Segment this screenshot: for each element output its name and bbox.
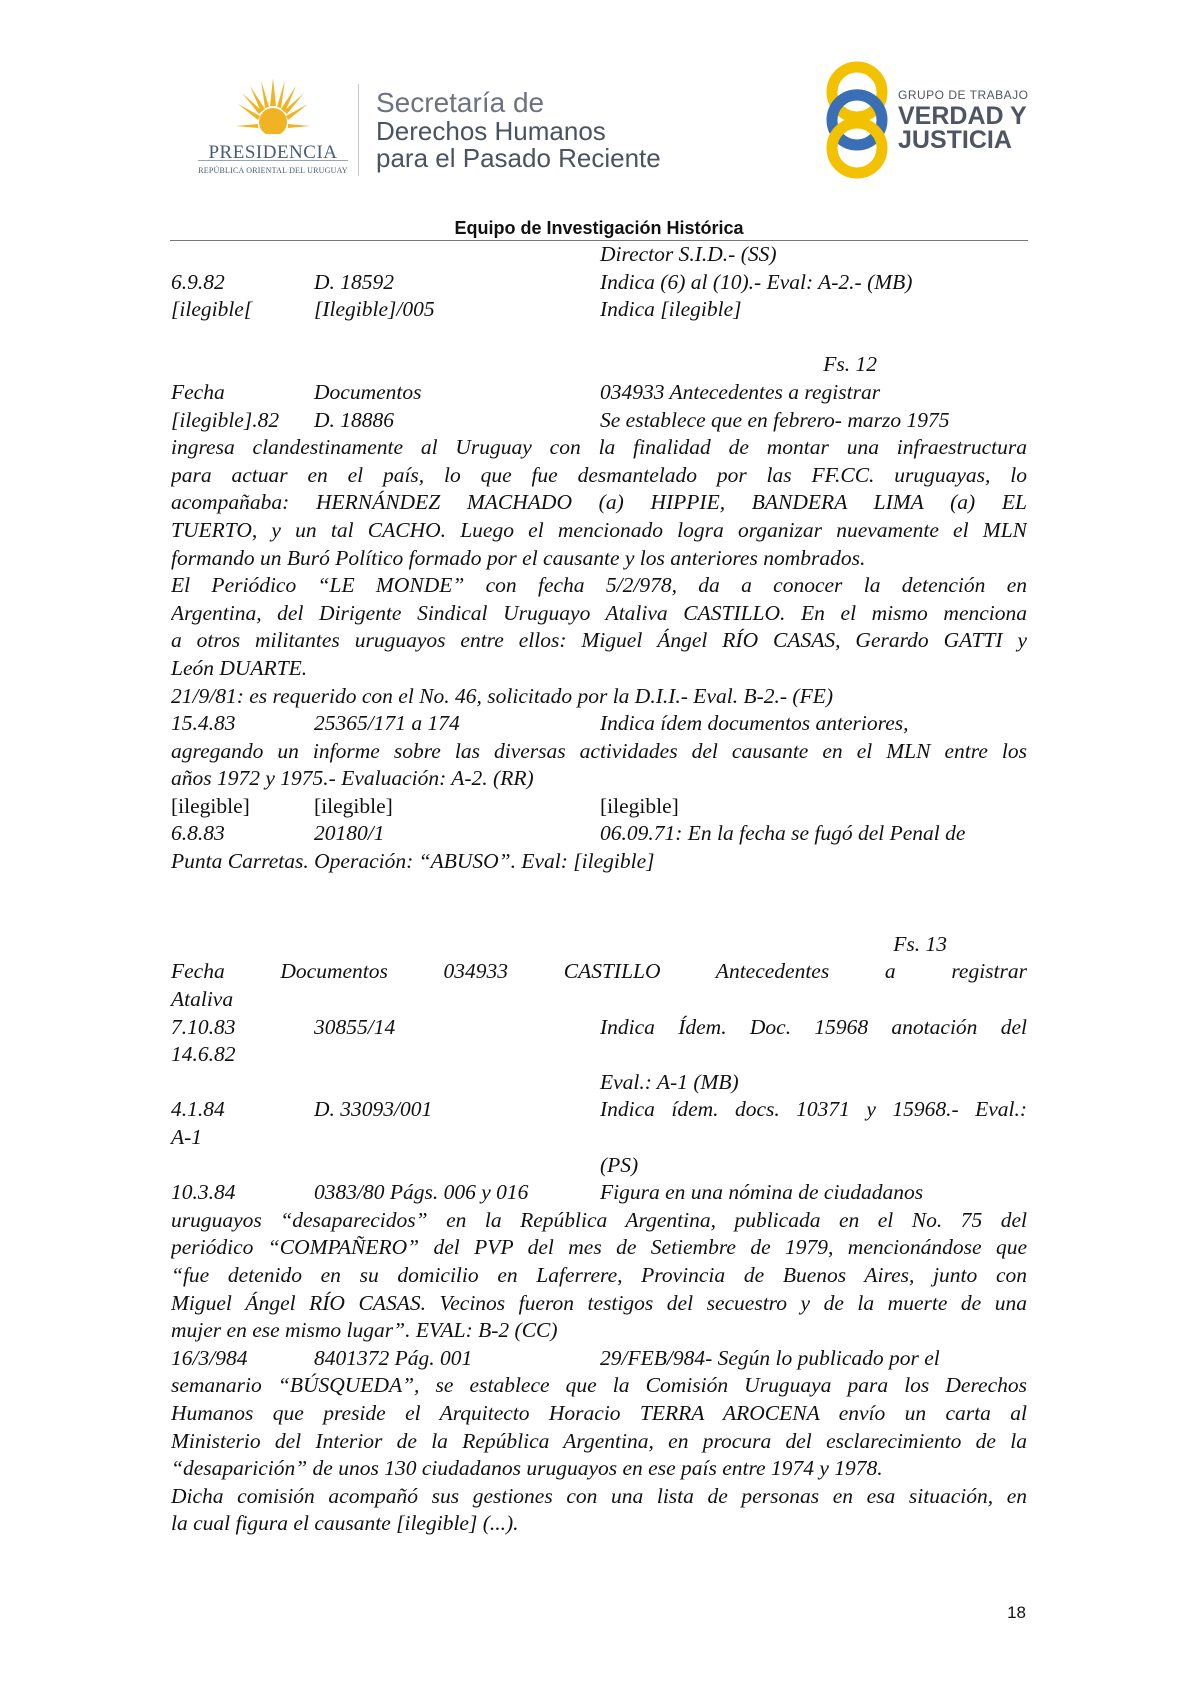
- date-cell: 4.1.84: [171, 1097, 225, 1122]
- date-cell: 7.10.83: [171, 1014, 236, 1039]
- document-cell: D. 33093/001: [314, 1097, 433, 1122]
- record-row: [171, 820, 1027, 848]
- record-row: [171, 710, 1027, 738]
- secretaria-line-2: Derechos Humanos: [376, 116, 606, 146]
- text-line: Argentina, del Dirigente Sindical Uruguayo Ataliva CASTILLO. En el mismo menciona: [171, 600, 1027, 625]
- text-line: Ministerio del Interior de la República Argentina, en procura del esclarecimiento de la: [171, 1428, 1027, 1453]
- date-cell: [ilegible].82: [171, 407, 280, 432]
- document-header: [0, 0, 1190, 240]
- text-line: “fue detenido en su domicilio en Laferrere, Provincia de Buenos Aires, junto con: [171, 1262, 1027, 1287]
- date-cell: 15.4.83: [171, 711, 236, 736]
- description-cell: 29/FEB/984- Según lo publicado por el: [600, 1345, 940, 1370]
- text-line: mujer en ese mismo lugar”. EVAL: B-2 (CC): [171, 1318, 558, 1343]
- page-number: 18: [1007, 1603, 1026, 1622]
- record-row: [171, 931, 1027, 959]
- text-line: Punta Carretas. Operación: “ABUSO”. Eval: [ilegible]: [171, 849, 655, 874]
- record-row: [171, 793, 1027, 821]
- document-cell: 30855/14: [314, 1014, 396, 1039]
- folio-label: Fs. 12: [823, 352, 877, 377]
- text-line: semanario “BÚSQUEDA”, se establece que la Comisión Uruguaya para los Derechos: [171, 1373, 1027, 1398]
- description-cell: [ilegible]: [600, 793, 679, 818]
- blank-line: [171, 876, 1027, 904]
- record-row: [171, 1096, 1027, 1124]
- document-cell: [ilegible]: [314, 793, 393, 818]
- description-cell: 06.09.71: En la fecha se fugó del Penal de: [600, 821, 966, 846]
- text-line: a otros militantes uruguayos entre ellos: Miguel Ángel RÍO CASAS, Gerardo GATTI y: [171, 628, 1027, 653]
- record-row: [171, 407, 1027, 435]
- text-line: 14.6.82: [171, 1042, 236, 1067]
- document-body: [171, 241, 1027, 1538]
- text-line: Ataliva: [171, 987, 234, 1012]
- record-row: [171, 241, 1027, 269]
- document-cell: [Ilegible]/005: [314, 297, 435, 322]
- description-cell: Indica Ídem. Doc. 15968 anotación del: [600, 1014, 1027, 1039]
- logo-divider: [358, 84, 359, 176]
- record-row: [171, 1179, 1027, 1207]
- date-cell: [ilegible[: [171, 297, 253, 322]
- team-title: Equipo de Investigación Histórica: [454, 218, 744, 238]
- date-cell: [ilegible]: [171, 793, 250, 818]
- text-line: años 1972 y 1975.- Evaluación: A-2. (RR): [171, 766, 534, 791]
- text-line: para actuar en el país, lo que fue desmantelado por las FF.CC. uruguayas, lo: [171, 462, 1027, 487]
- text-line: Fecha Documentos 034933 CASTILLO Antecedentes a registrar: [171, 959, 1027, 984]
- text-line: uruguayos “desaparecidos” en la República Argentina, publicada en el No. 75 del: [171, 1207, 1027, 1232]
- text-line: acompañaba: HERNÁNDEZ MACHADO (a) HIPPIE, BANDERA LIMA (a) EL: [171, 490, 1027, 515]
- text-line: agregando un informe sobre las diversas actividades del causante en el MLN entre los: [171, 738, 1027, 763]
- blank-line: [171, 324, 1027, 352]
- grupo-trabajo-line-2: JUSTICIA: [898, 126, 1012, 154]
- secretaria-logo-text: [376, 88, 661, 172]
- text-line: “desaparición” de unos 130 ciudadanos uruguayos en ese país entre 1974 y 1978.: [171, 1456, 883, 1481]
- text-line: Miguel Ángel RÍO CASAS. Vecinos fueron testigos del secuestro y de la muerte de una: [171, 1290, 1027, 1315]
- sun-of-may-icon: [236, 78, 310, 142]
- date-cell: 6.9.82: [171, 269, 225, 294]
- date-cell: 16/3/984: [171, 1345, 248, 1370]
- text-line: Dicha comisión acompañó sus gestiones con una lista de personas en esa situación, en: [171, 1483, 1027, 1508]
- text-line: Humanos que preside el Arquitecto Horacio TERRA AROCENA envío un carta al: [171, 1400, 1027, 1425]
- record-row: [171, 1345, 1027, 1373]
- description-cell: Indica (6) al (10).- Eval: A-2.- (MB): [600, 269, 913, 294]
- description-cell: Eval.: A-1 (MB): [600, 1069, 739, 1094]
- text-line: la cual figura el causante [ilegible] (...).: [171, 1511, 519, 1536]
- record-row: [171, 1069, 1027, 1097]
- description-cell: 034933 Antecedentes a registrar: [600, 379, 881, 404]
- grupo-trabajo-logo: [820, 58, 1040, 180]
- date-cell: Fecha: [171, 379, 225, 404]
- text-line: 21/9/81: es requerido con el No. 46, solicitado por la D.I.I.- Eval. B-2.- (FE): [171, 683, 833, 708]
- record-row: [171, 351, 1027, 379]
- presidencia-subtitle: REPÚBLICA ORIENTAL DEL URUGUAY: [198, 166, 348, 175]
- date-cell: 10.3.84: [171, 1180, 236, 1205]
- description-cell: Indica ídem. docs. 10371 y 15968.- Eval.:: [600, 1097, 1027, 1122]
- text-line: periódico “COMPAÑERO” del PVP del mes de Setiembre de 1979, mencionándose que: [171, 1235, 1027, 1260]
- record-row: [171, 1014, 1027, 1042]
- document-cell: 20180/1: [314, 821, 385, 846]
- record-row: [171, 296, 1027, 324]
- grupo-trabajo-small: GRUPO DE TRABAJO: [898, 88, 1029, 102]
- presidencia-logo: [198, 78, 348, 178]
- description-cell: Director S.I.D.- (SS): [600, 242, 777, 266]
- secretaria-line-1: Secretaría de: [376, 87, 545, 118]
- document-cell: D. 18592: [314, 269, 395, 294]
- document-cell: 25365/171 a 174: [314, 711, 460, 736]
- description-cell: Figura en una nómina de ciudadanos: [600, 1180, 924, 1205]
- description-cell: Indica ídem documentos anteriores,: [600, 711, 909, 736]
- grupo-trabajo-line-1: VERDAD Y: [898, 102, 1027, 130]
- description-cell: Se establece que en febrero- marzo 1975: [600, 407, 950, 432]
- text-line: El Periódico “LE MONDE” con fecha 5/2/978, da a conocer la detención en: [171, 573, 1027, 598]
- record-row: [171, 269, 1027, 297]
- document-cell: 0383/80 Págs. 006 y 016: [314, 1180, 529, 1205]
- folio-label: Fs. 13: [893, 931, 947, 956]
- document-cell: Documentos: [314, 379, 422, 404]
- document-cell: 8401372 Pág. 001: [314, 1345, 473, 1370]
- text-line: TUERTO, y un tal CACHO. Luego el mencionado logra organizar nuevamente el MLN: [171, 517, 1027, 542]
- text-line: León DUARTE.: [171, 655, 308, 680]
- interlinked-rings-icon: [820, 58, 894, 180]
- record-row: [171, 1152, 1027, 1180]
- text-line: ingresa clandestinamente al Uruguay con la finalidad de montar una infraestructura: [171, 435, 1027, 460]
- blank-line: [171, 903, 1027, 931]
- text-line: A-1: [171, 1125, 203, 1149]
- description-cell: (PS): [600, 1152, 639, 1177]
- description-cell: Indica [ilegible]: [600, 297, 742, 322]
- document-cell: D. 18886: [314, 407, 395, 432]
- record-row: [171, 379, 1027, 407]
- date-cell: 6.8.83: [171, 821, 225, 846]
- secretaria-line-3: para el Pasado Reciente: [376, 143, 661, 173]
- text-line: formando un Buró Político formado por el causante y los anteriores nombrados.: [171, 545, 866, 570]
- presidencia-name: PRESIDENCIA: [208, 142, 338, 163]
